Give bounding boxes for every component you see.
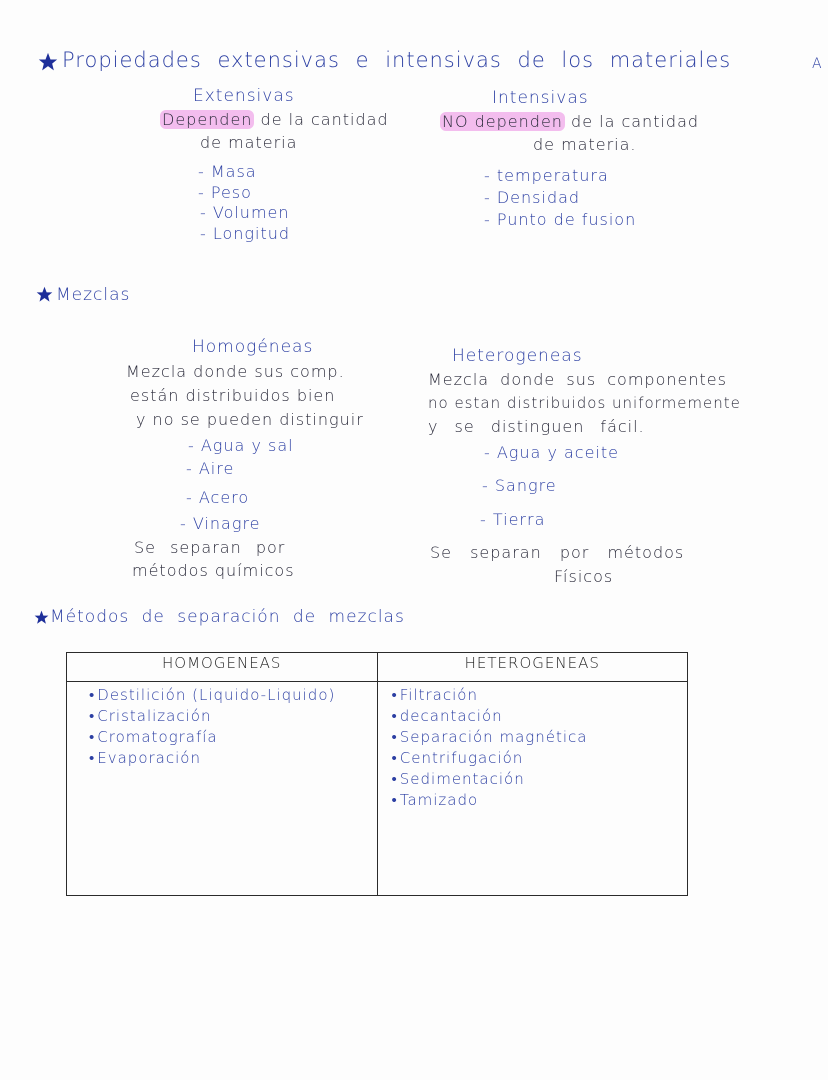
star-bullet-icon [38,52,58,72]
extensivas-heading: Extensivas [193,86,295,106]
intensivas-description-line2: de materia. [533,135,637,154]
extensivas-description: Dependen de la cantidad [162,110,389,129]
heterogeneas-item: - Tierra [480,510,546,529]
corner-mark: A [812,56,823,72]
homogeneas-heading: Homogéneas [192,337,314,357]
dependen-highlight: Dependen [162,110,253,129]
homogeneas-item: - Aire [186,459,235,478]
section-title-mezclas: Mezclas [56,285,131,305]
homogeneas-desc-line: y no se pueden distinguir [136,410,364,429]
homogeneas-item: - Acero [186,488,250,507]
heterogeneas-item: - Sangre [482,476,557,495]
section-title-propiedades: Propiedades extensivas e intensivas de los materiales [62,48,732,72]
intensivas-item: - temperatura [484,166,609,185]
table-header-heterogeneas: HETEROGENEAS [377,653,688,682]
list-item: • decantación [392,706,688,727]
homogeneas-methods-cell [67,682,378,896]
section-title-metodos: Métodos de separación de mezclas [50,607,405,627]
homogeneas-footer: Se separan por [134,538,286,557]
intensivas-item: - Punto de fusion [484,210,637,229]
intensivas-heading: Intensivas [492,88,589,108]
extensivas-item: - Longitud [200,224,291,243]
heterogeneas-footer: Se separan por métodos [430,543,685,562]
list-item: • Separación magnética [392,727,688,748]
list-item: • Cromatografía [89,727,377,748]
homogeneas-item: - Agua y sal [188,436,294,455]
list-item: • Destilición (Liquido-Liquido) [89,685,377,706]
table-header-homogeneas: HOMOGENEAS [67,653,378,682]
extensivas-item: - Peso [198,183,252,202]
homogeneas-desc-line: Mezcla donde sus comp. [126,362,345,381]
homogeneas-footer: métodos químicos [132,561,295,580]
heterogeneas-item: - Agua y aceite [484,443,619,462]
extensivas-description-line2: de materia [200,133,298,152]
extensivas-item: - Masa [198,162,257,181]
no-dependen-highlight: NO dependen [442,112,563,131]
heterogeneas-desc-line: no estan distribuidos uniformemente [428,394,741,412]
heterogeneas-methods-cell [377,682,688,896]
heterogeneas-desc-line: Mezcla donde sus componentes [428,370,727,389]
list-item: • Sedimentación [392,769,688,790]
list-item: • Cristalización [89,706,377,727]
intensivas-item: - Densidad [484,188,581,207]
homogeneas-desc-line: están distribuidos bien [130,386,336,405]
heterogeneas-desc-line: y se distinguen fácil. [428,417,645,436]
list-item: • Centrifugación [392,748,688,769]
list-item: • Tamizado [392,790,688,811]
list-item: • Filtración [392,685,688,706]
intensivas-description: NO dependen de la cantidad [442,112,700,131]
star-bullet-icon [34,609,49,626]
extensivas-item: - Volumen [200,203,290,222]
heterogeneas-heading: Heterogeneas [452,346,583,366]
list-item: • Evaporación [89,748,377,769]
separation-methods-table [66,652,688,896]
star-bullet-icon [36,286,53,303]
heterogeneas-footer: Físicos [554,567,614,586]
homogeneas-item: - Vinagre [180,514,261,533]
